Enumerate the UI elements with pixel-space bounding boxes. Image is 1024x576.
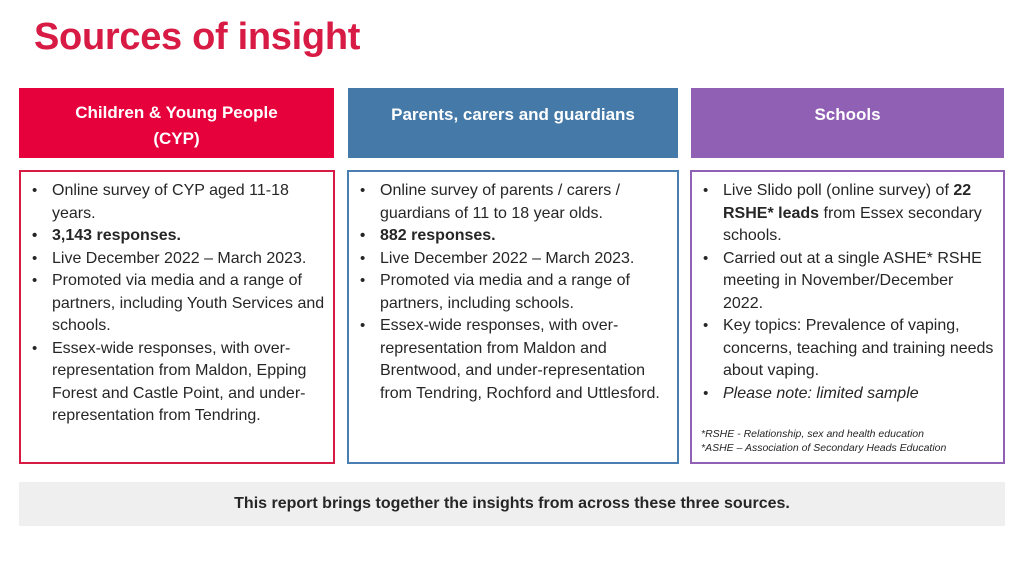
header-cyp — [19, 88, 334, 158]
list-item: • Carried out at a single ASHE* RSHE meeting in November/December 2022. — [700, 248, 995, 316]
header-cyp-line1: Children & Young People — [75, 103, 278, 122]
list-item: • Promoted via media and a range of partners, including schools. — [357, 270, 669, 315]
list-item: • 3,143 responses. — [29, 225, 325, 248]
header-schools-label: Schools — [814, 105, 881, 124]
summary-text: This report brings together the insights from across these three sources. — [234, 495, 790, 512]
cyp-bullet-list — [29, 180, 325, 428]
header-cyp-line2: (CYP) — [153, 129, 200, 148]
cyp-panel — [19, 170, 335, 464]
list-item — [700, 180, 995, 248]
schools-bullet-list — [700, 180, 995, 405]
list-item: • Promoted via media and a range of partners, including Youth Services and schools. — [29, 270, 325, 338]
header-schools — [691, 88, 1004, 158]
list-item: • Online survey of CYP aged 11-18 years. — [29, 180, 325, 225]
rshe-leads-count: 22 RSHE* leads — [723, 182, 972, 222]
parents-bullet-list — [357, 180, 669, 405]
list-item: • Essex-wide responses, with over-representation from Maldon and Brentwood, and under-representation from Tendring, Rochford and Uttlesford. — [357, 315, 669, 405]
list-item: • Live December 2022 – March 2023. — [357, 248, 669, 271]
parents-panel — [347, 170, 679, 464]
list-item: • Online survey of parents / carers / guardians of 11 to 18 year olds. — [357, 180, 669, 225]
footnotes — [700, 427, 995, 455]
page-title: Sources of insight — [34, 16, 361, 58]
bullet-text: from Essex secondary schools. — [723, 204, 982, 244]
list-item: • Please note: limited sample — [700, 383, 995, 406]
list-item: • 882 responses. — [357, 225, 669, 248]
list-item: • Essex-wide responses, with over-representation from Maldon, Epping Forest and Castle Point, and under-representation from Tendring. — [29, 338, 325, 428]
summary-banner — [19, 482, 1005, 526]
list-item: • Key topics: Prevalence of vaping, concerns, teaching and training needs about vaping. — [700, 315, 995, 383]
header-parents-label: Parents, carers and guardians — [391, 105, 635, 124]
footnote-ashe: *ASHE – Association of Secondary Heads Education — [701, 442, 947, 454]
header-parents — [348, 88, 678, 158]
schools-panel — [690, 170, 1005, 464]
list-item: • Live December 2022 – March 2023. — [29, 248, 325, 271]
bullet-text: Live Slido poll (online survey) of — [723, 182, 954, 199]
footnote-rshe: *RSHE - Relationship, sex and health education — [701, 428, 924, 440]
